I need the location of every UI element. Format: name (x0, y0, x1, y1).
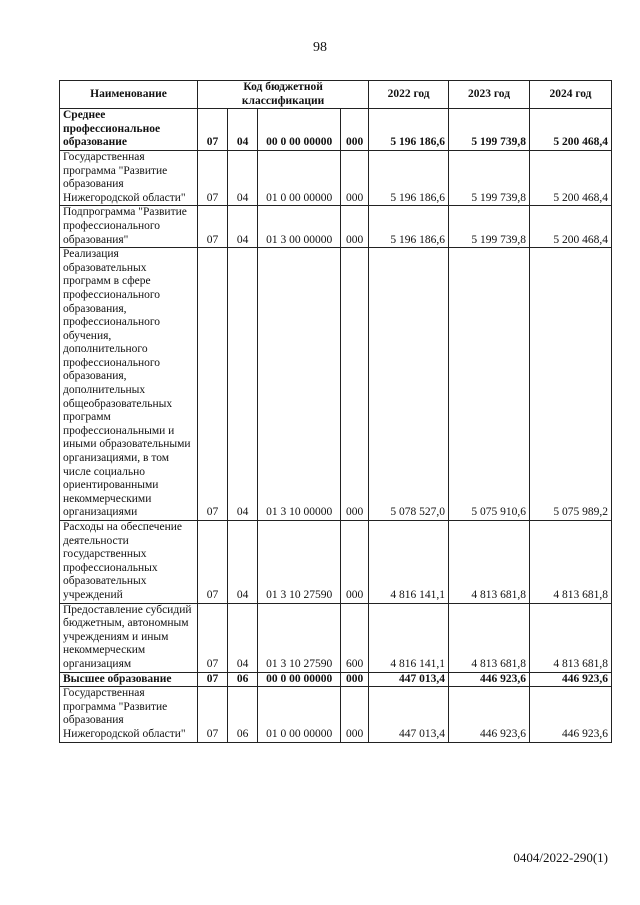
row-target-article: 00 0 00 00000 (258, 109, 341, 151)
row-name: Государственная программа "Развитие образования Нижегородской области" (60, 150, 198, 205)
table-row (60, 150, 612, 205)
row-value-2022: 447 013,4 (369, 672, 449, 687)
row-value-2023: 4 813 681,8 (449, 603, 530, 672)
row-target-article: 00 0 00 00000 (258, 672, 341, 687)
row-section: 07 (197, 150, 227, 205)
row-subsection: 04 (228, 248, 258, 521)
row-target-article: 01 0 00 00000 (258, 150, 341, 205)
table-row (60, 672, 612, 687)
row-value-2024: 4 813 681,8 (529, 603, 611, 672)
row-value-2022: 4 816 141,1 (369, 521, 449, 604)
row-value-2023: 5 199 739,8 (449, 109, 530, 151)
page-number: 98 (313, 40, 327, 55)
row-name: Предоставление субсидий бюджетным, автономным учреждениям и иным некоммерческим организациям (60, 603, 198, 672)
row-value-2024: 4 813 681,8 (529, 521, 611, 604)
row-expense-type: 000 (341, 521, 369, 604)
row-value-2023: 5 199 739,8 (449, 206, 530, 248)
table-row (60, 248, 612, 521)
row-section: 07 (197, 687, 227, 742)
row-target-article: 01 3 00 00000 (258, 206, 341, 248)
row-value-2024: 446 923,6 (529, 687, 611, 742)
budget-table (59, 80, 612, 743)
header-2023: 2023 год (449, 81, 530, 109)
row-subsection: 06 (228, 687, 258, 742)
row-expense-type: 000 (341, 206, 369, 248)
row-section: 07 (197, 206, 227, 248)
row-subsection: 04 (228, 109, 258, 151)
table-row (60, 603, 612, 672)
header-2022: 2022 год (369, 81, 449, 109)
row-subsection: 04 (228, 206, 258, 248)
row-value-2022: 5 196 186,6 (369, 109, 449, 151)
row-value-2024: 446 923,6 (529, 672, 611, 687)
table-header-row (60, 81, 612, 109)
row-section: 07 (197, 109, 227, 151)
table-row (60, 109, 612, 151)
row-expense-type: 000 (341, 248, 369, 521)
row-expense-type: 600 (341, 603, 369, 672)
row-value-2022: 4 816 141,1 (369, 603, 449, 672)
table-row (60, 521, 612, 604)
row-target-article: 01 3 10 27590 (258, 603, 341, 672)
row-value-2024: 5 200 468,4 (529, 150, 611, 205)
row-value-2024: 5 200 468,4 (529, 206, 611, 248)
row-value-2023: 4 813 681,8 (449, 521, 530, 604)
header-code: Код бюджетной классификации (197, 81, 368, 109)
row-subsection: 04 (228, 521, 258, 604)
row-value-2022: 5 196 186,6 (369, 150, 449, 205)
row-value-2023: 446 923,6 (449, 672, 530, 687)
table-row (60, 206, 612, 248)
row-name: Среднее профессиональное образование (60, 109, 198, 151)
row-subsection: 04 (228, 603, 258, 672)
row-value-2024: 5 075 989,2 (529, 248, 611, 521)
document-code: 0404/2022-290(1) (513, 850, 608, 865)
row-value-2023: 446 923,6 (449, 687, 530, 742)
header-2024: 2024 год (529, 81, 611, 109)
row-target-article: 01 3 10 00000 (258, 248, 341, 521)
row-name: Расходы на обеспечение деятельности государственных профессиональных образовательных учреждений (60, 521, 198, 604)
row-value-2022: 447 013,4 (369, 687, 449, 742)
row-value-2024: 5 200 468,4 (529, 109, 611, 151)
row-value-2023: 5 075 910,6 (449, 248, 530, 521)
row-section: 07 (197, 521, 227, 604)
row-expense-type: 000 (341, 109, 369, 151)
row-name: Государственная программа "Развитие образования Нижегородской области" (60, 687, 198, 742)
row-section: 07 (197, 603, 227, 672)
row-section: 07 (197, 248, 227, 521)
row-name: Реализация образовательных программ в сфере профессионального образования, профессионального обучения, дополнительного профессионального образования, дополнительных общеобразовательных программ профессиональными и иными образовательными организациями, в том числе социально ориентированными некоммерческими организациями (60, 248, 198, 521)
row-target-article: 01 3 10 27590 (258, 521, 341, 604)
header-name: Наименование (60, 81, 198, 109)
table-row (60, 687, 612, 742)
row-name: Высшее образование (60, 672, 198, 687)
row-target-article: 01 0 00 00000 (258, 687, 341, 742)
row-subsection: 04 (228, 150, 258, 205)
row-section: 07 (197, 672, 227, 687)
row-name: Подпрограмма "Развитие профессионального образования" (60, 206, 198, 248)
row-expense-type: 000 (341, 150, 369, 205)
row-expense-type: 000 (341, 672, 369, 687)
row-value-2022: 5 078 527,0 (369, 248, 449, 521)
row-value-2023: 5 199 739,8 (449, 150, 530, 205)
row-expense-type: 000 (341, 687, 369, 742)
row-subsection: 06 (228, 672, 258, 687)
row-value-2022: 5 196 186,6 (369, 206, 449, 248)
